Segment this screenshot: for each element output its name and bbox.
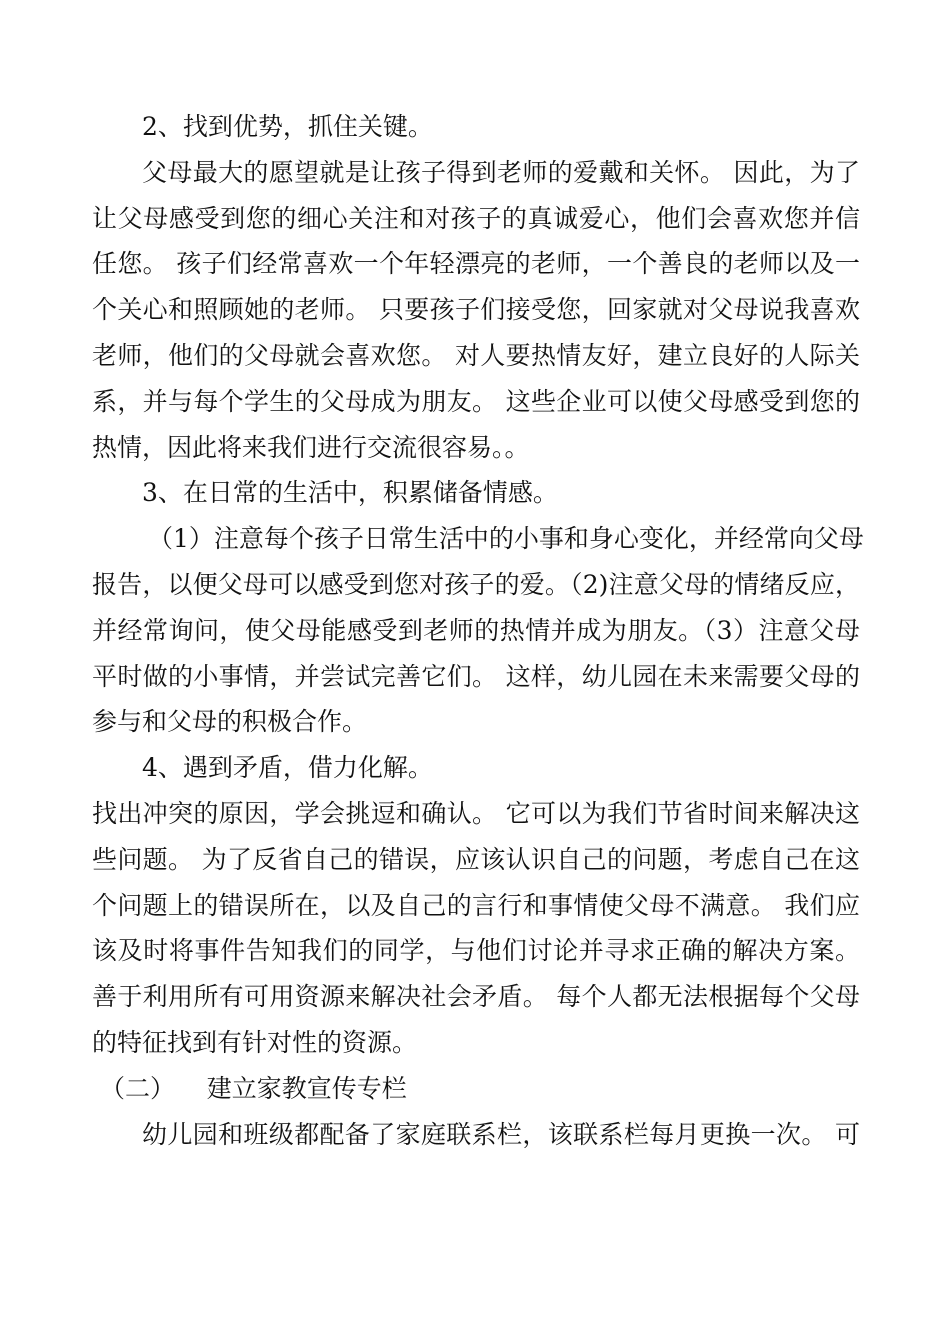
section-heading-education-column: （二） 建立家教宣传专栏 [100, 1073, 407, 1103]
paragraph-line: 老师，他们的父母就会喜欢您。 对人要热情友好，建立良好的人际关 [92, 340, 860, 370]
paragraph-line: 父母最大的愿望就是让孩子得到老师的爱戴和关怀。 因此，为了 [142, 157, 860, 187]
paragraph-line: 报告，以便父母可以感受到您对孩子的爱。（2)注意父母的情绪反应， [92, 569, 860, 599]
paragraph-line: 个关心和照顾她的老师。 只要孩子们接受您，回家就对父母说我喜欢 [92, 295, 860, 325]
paragraph-line: 平时做的小事情，并尝试完善它们。 这样，幼儿园在未来需要父母的 [92, 661, 860, 691]
paragraph-line: 善于利用所有可用资源来解决社会矛盾。 每个人都无法根据每个父母 [92, 982, 860, 1012]
paragraph-line: 些问题。 为了反省自己的错误，应该认识自己的问题，考虑自己在这 [92, 844, 860, 874]
heading-resolve-conflicts: 4、遇到矛盾，借力化解。 [142, 753, 433, 783]
paragraph-line: 参与和父母的积极合作。 [92, 707, 368, 737]
paragraph-line: 的特征找到有针对性的资源。 [92, 1027, 418, 1057]
document-body [92, 104, 864, 1157]
paragraph-line: 该及时将事件告知我们的同学，与他们讨论并寻求正确的解决方案。 [92, 936, 860, 966]
paragraph-line: 并经常询问，使父母能感受到老师的热情并成为朋友。（3）注意父母 [92, 615, 860, 645]
paragraph-line: 个问题上的错误所在，以及自己的言行和事情使父母不满意。 我们应 [92, 890, 860, 920]
paragraph-line: 让父母感受到您的细心关注和对孩子的真诚爱心，他们会喜欢您并信 [92, 203, 860, 233]
paragraph-line: 热情，因此将来我们进行交流很容易。。 [92, 432, 530, 462]
heading-find-advantages: 2、找到优势，抓住关键。 [142, 112, 433, 141]
paragraph-line: 找出冲突的原因，学会挑逗和确认。 它可以为我们节省时间来解决这 [92, 798, 860, 828]
paragraph-line: 系，并与每个学生的父母成为朋友。 这些企业可以使父母感受到您的 [92, 386, 860, 416]
paragraph-line: 幼儿园和班级都配备了家庭联系栏，该联系栏每月更换一次。 可 [142, 1119, 860, 1149]
paragraph-line: （1）注意每个孩子日常生活中的小事和身心变化，并经常向父母 [148, 524, 864, 554]
paragraph-line: 任您。 孩子们经常喜欢一个年轻漂亮的老师，一个善良的老师以及一 [92, 249, 860, 279]
heading-accumulate-emotion: 3、在日常的生活中，积累储备情感。 [142, 478, 558, 508]
